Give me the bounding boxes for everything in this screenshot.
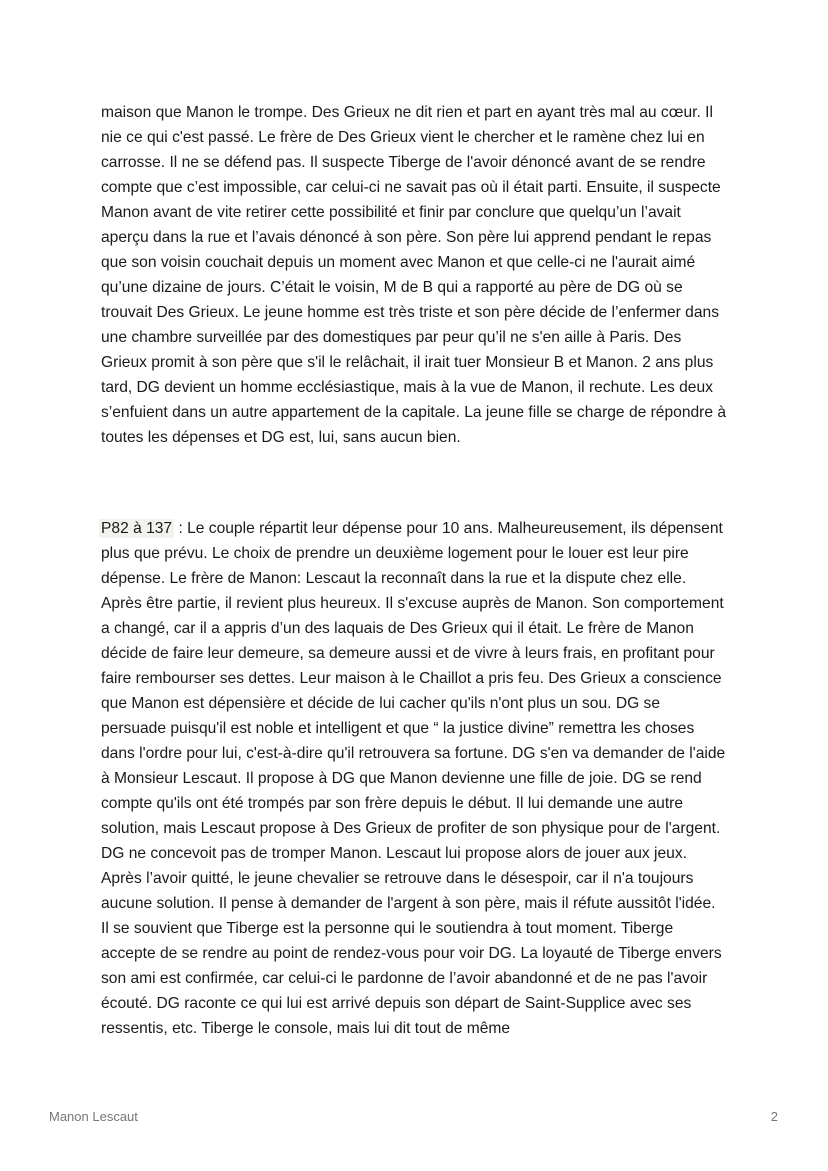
page-range-label: P82 à 137 — [101, 520, 173, 537]
paragraph-summary-1: maison que Manon le trompe. Des Grieux ne dit rien et part en ayant très mal au cœur. Il nie ce qui c'est passé. Le frère de Des Grieux vient le chercher et le ramène chez lui en carrosse. Il ne se défend pas. Il suspecte Tiberge de l'avoir dénoncé avant de se rendre compte que c’est impossible, car celui-ci ne savait pas où il était parti. Ensuite, il suspecte Manon avant de vite retirer cette possibilité et finir par conclure que quelqu’un l’avait aperçu dans la rue et l’avais dénoncé à son père. Son père lui apprend pendant le repas que son voisin couchait depuis un moment avec Manon et que celle-ci ne l'aurait aimé qu’une dizaine de jours. C’était le voisin, M de B qui a rapporté au père de DG où se trouvait Des Grieux. Le jeune homme est très triste et son père décide de l’enfermer dans une chambre surveillée par des domestiques par peur qu’il ne s'en aille à Paris. Des Grieux promit à son père que s'il le relâchait, il irait tuer Monsieur B et Manon. 2 ans plus tard, DG devient un homme ecclésiastique, mais à la vue de Manon, il rechute. Les deux s’enfuient dans un autre appartement de la capitale. La jeune fille se charge de répondre à toutes les dépenses et DG est, lui, sans aucun bien. — [101, 104, 727, 446]
paragraph-summary-2 — [101, 516, 727, 1041]
footer-title: Manon Lescaut — [49, 1109, 138, 1124]
footer-page-number: 2 — [770, 1109, 778, 1124]
paragraph-summary-2-text: : Le couple répartit leur dépense pour 10 ans. Malheureusement, ils dépensent plus que prévu. Le choix de prendre un deuxième logement pour le louer est leur pire dépense. Le frère de Manon: Lescaut la reconnaît dans la rue et la dispute chez elle. Après être partie, il revient plus heureux. Il s'excuse auprès de Manon. Son comportement a changé, car il a appris d’un des laquais de Des Grieux qui il était. Le frère de Manon décide de faire leur demeure, sa demeure aussi et de vivre à leurs frais, en profitant pour faire rembourser ses dettes. Leur maison à le Chaillot a pris feu. Des Grieux a conscience que Manon est dépensière et décide de lui cacher qu'ils n'ont plus un sou. DG se persuade puisqu'il est noble et intelligent et que “ la justice divine” remettra les choses dans l'ordre pour lui, c'est-à-dire qu'il retrouvera sa fortune. DG s'en va demander de l'aide à Monsieur Lescaut. Il propose à DG que Manon devienne une fille de joie. DG se rend compte qu'ils ont été trompés par son frère depuis le début. Il lui demande une autre solution, mais Lescaut propose à Des Grieux de profiter de son physique pour de l'argent. DG ne concevoit pas de tromper Manon. Lescaut lui propose alors de jouer aux jeux. Après l’avoir quitté, le jeune chevalier se retrouve dans le désespoir, car il n'a toujours aucune solution. Il pense à demander de l'argent à son père, mais il réfute aussitôt l'idée. Il se souvient que Tiberge est la personne qui le soutiendra à tout moment. Tiberge accepte de se rendre au point de rendez-vous pour voir DG. La loyauté de Tiberge envers son ami est confirmée, car celui-ci le pardonne de l’avoir abandonné et de ne pas l'avoir écouté. DG raconte ce qui lui est arrivé depuis son départ de Saint-Supplice avec ses ressentis, etc. Tiberge le console, mais lui dit tout de même — [101, 520, 726, 1037]
